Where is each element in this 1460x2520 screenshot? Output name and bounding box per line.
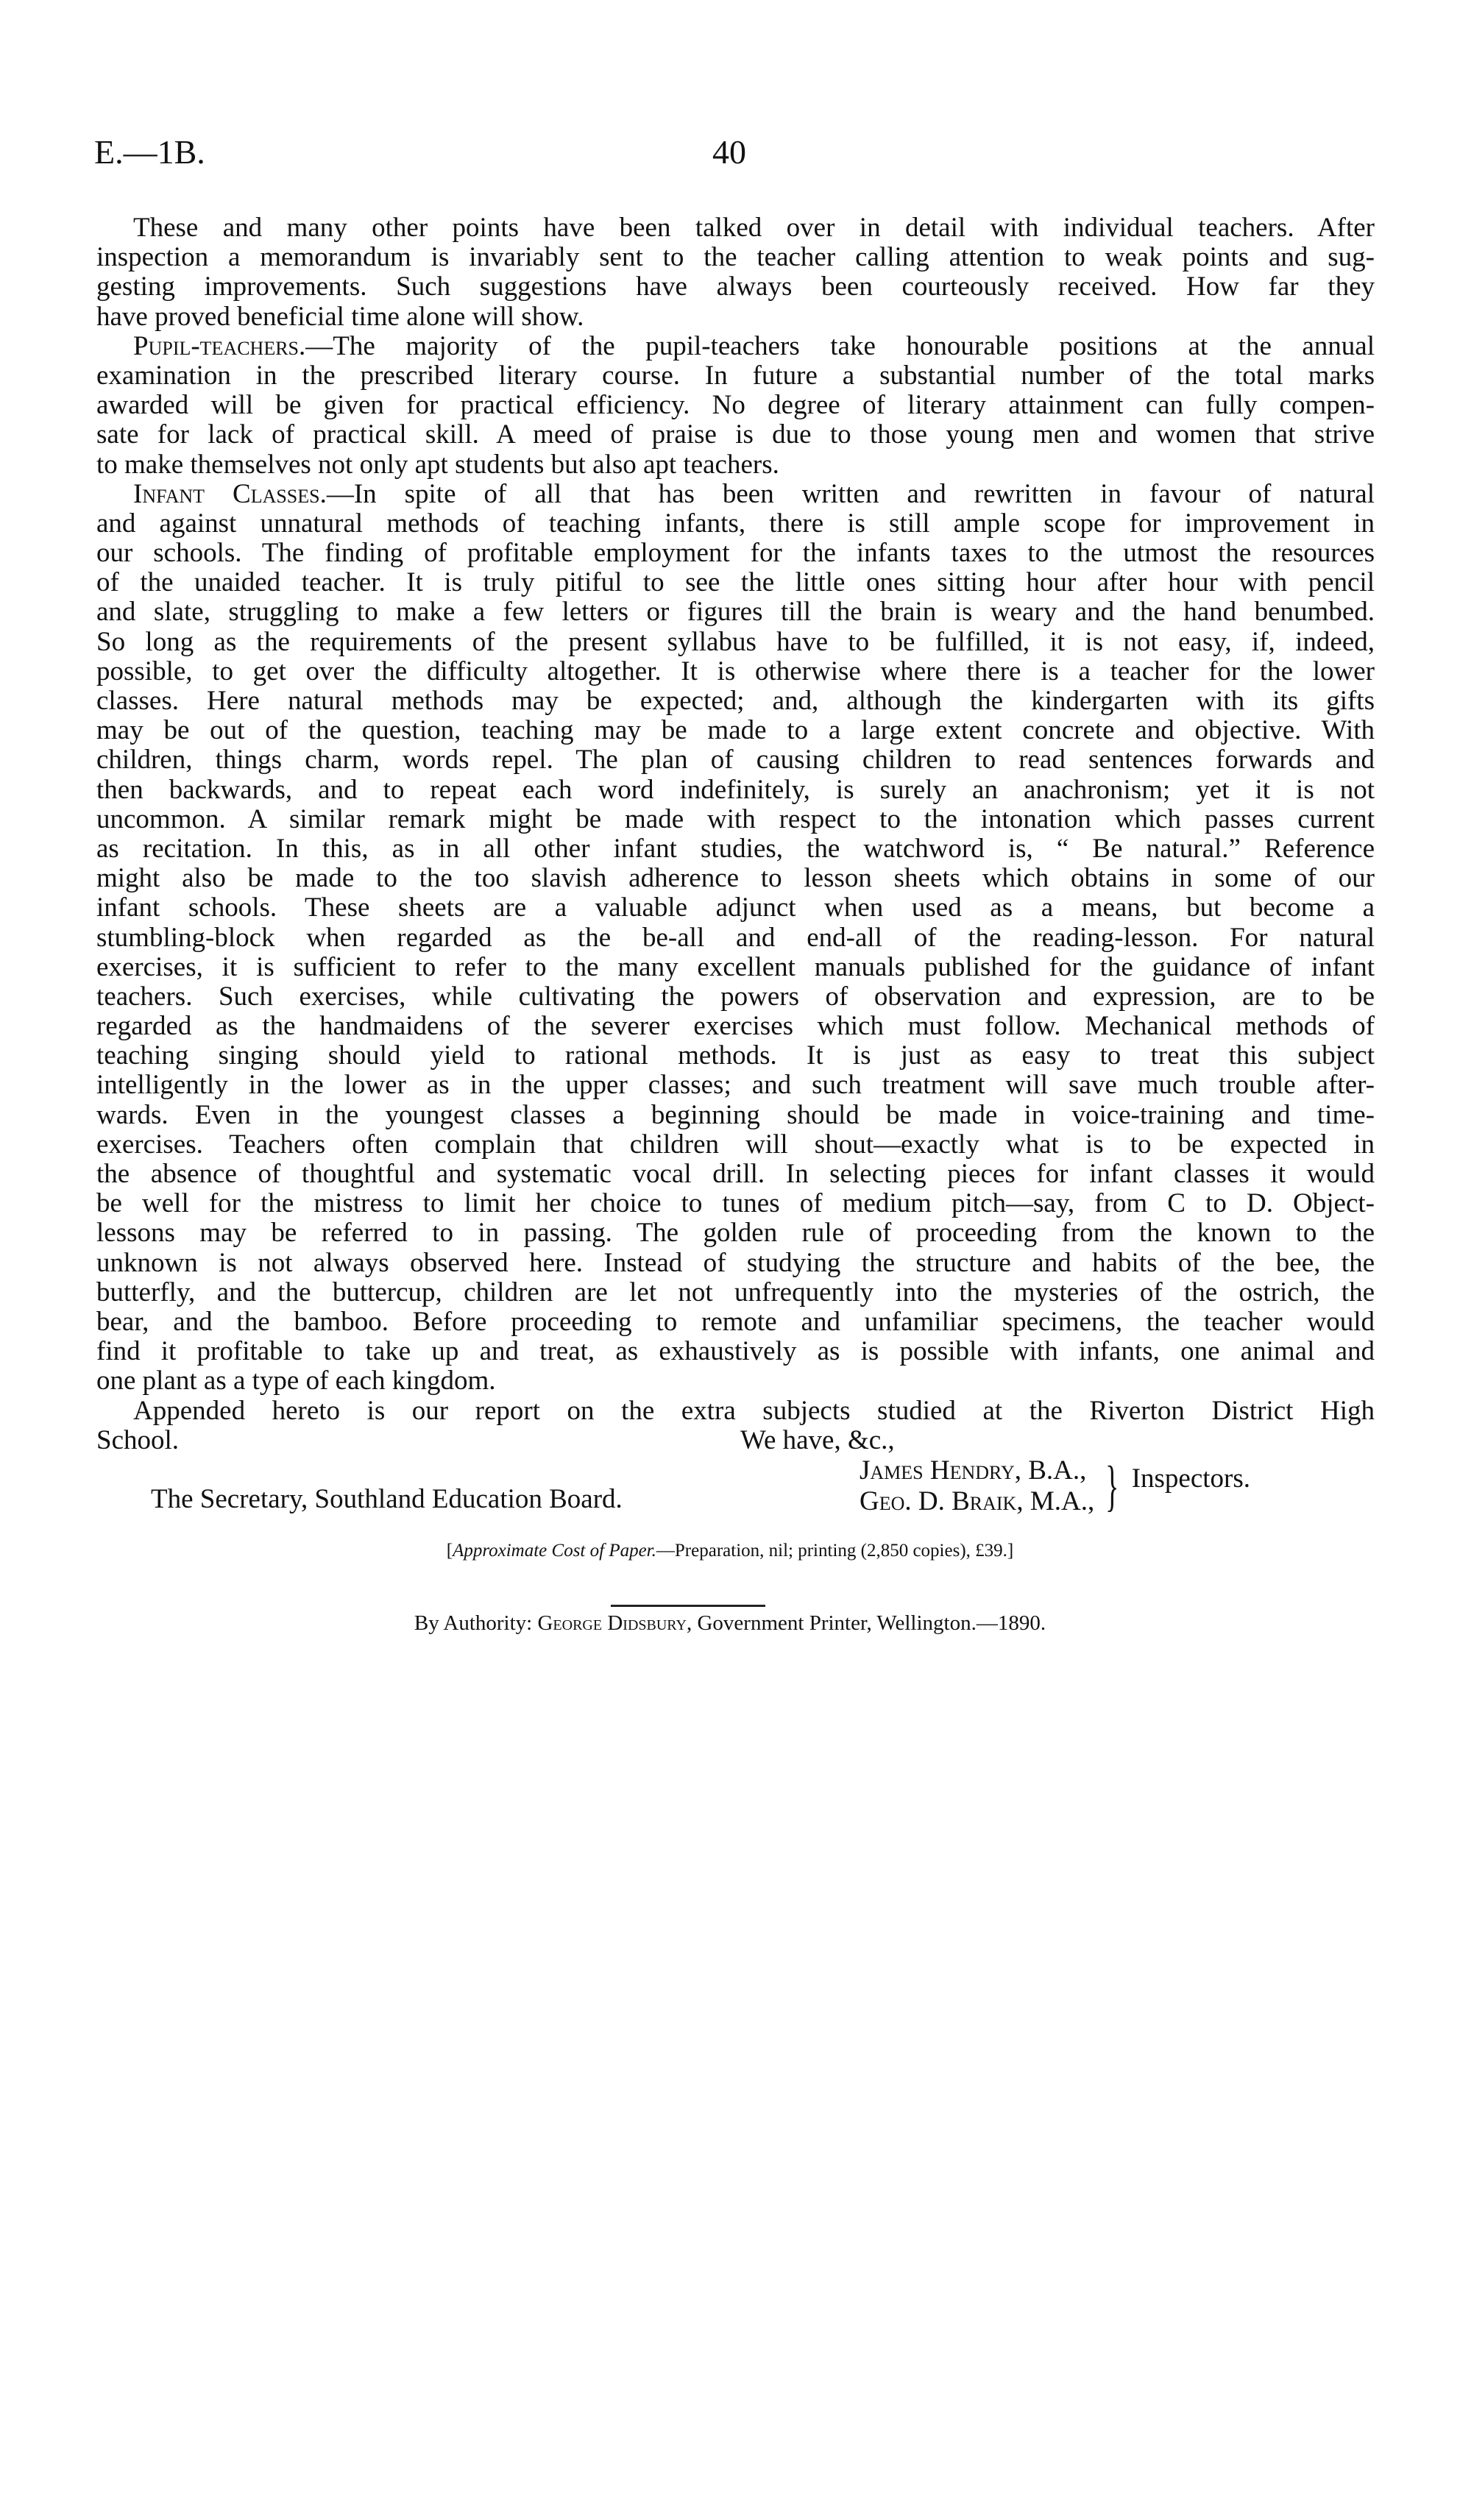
text-line <box>96 539 1375 568</box>
text-line <box>96 1278 1375 1307</box>
text-line <box>96 568 1375 597</box>
line-text: butterfly, and the buttercup, children are let not unfrequently into the mysteries of the ostrich, the <box>96 1277 1375 1307</box>
authority-suffix: , Government Printer, Wellington.—1890. <box>686 1611 1046 1635</box>
section-heading: Pupil-teachers.— <box>133 330 333 361</box>
line-text: and slate, struggling to make a few letters or figures till the brain is weary and the hand benumbed. <box>96 597 1375 628</box>
line-text: as recitation. In this, as in all other infant studies, the watchword is, “ Be natural.” Reference <box>96 833 1375 864</box>
signatory-role: Inspectors. <box>1131 1463 1251 1494</box>
signatory: Geo. D. Braik, M.A., <box>860 1486 1095 1516</box>
line-text: one plant as a type of each kingdom. <box>96 1366 496 1396</box>
line-text: to make themselves not only apt students but also apt teachers. <box>96 449 779 480</box>
text-line <box>96 805 1375 834</box>
text-line <box>96 745 1375 775</box>
line-text: regarded as the handmaidens of the severer exercises which must follow. Mechanical methods of <box>96 1011 1375 1042</box>
text-line <box>96 716 1375 745</box>
page-number: 40 <box>712 133 746 171</box>
line-text: might also be made to the too slavish adherence to lesson sheets which obtains in some of our <box>96 863 1375 894</box>
line-text: gesting improvements. Such suggestions have always been courteously received. How far they <box>96 271 1375 302</box>
text-line <box>96 391 1375 420</box>
signatory: James Hendry, B.A., <box>860 1455 1087 1486</box>
signature-block <box>96 1455 1375 1517</box>
line-text: have proved beneficial time alone will show. <box>96 301 584 332</box>
text-line <box>96 1160 1375 1189</box>
document-reference: E.—1B. <box>94 133 205 171</box>
text-line <box>96 953 1375 982</box>
paragraph <box>96 1396 1375 1426</box>
signatories-group <box>860 1455 1250 1517</box>
text-line <box>96 450 1375 480</box>
text-line <box>96 1337 1375 1366</box>
line-text: exercises. Teachers often complain that children will shout—exactly what is to be expected in <box>96 1129 1375 1160</box>
text-line <box>96 302 1375 332</box>
paragraph <box>96 480 1375 1396</box>
text-line <box>96 923 1375 953</box>
line-text: These and many other points have been talked over in detail with individual teachers. After <box>133 213 1375 243</box>
closing-line <box>96 1426 1375 1455</box>
text-line <box>96 775 1375 805</box>
text-line <box>96 1396 1375 1426</box>
line-text: find it profitable to take up and treat, as exhaustively as is possible with infants, one animal and <box>96 1336 1375 1367</box>
text-line <box>96 686 1375 716</box>
text-line <box>96 982 1375 1012</box>
line-text: So long as the requirements of the present syllabus have to be fulfilled, it is not easy, if, indeed, <box>96 626 1375 657</box>
line-text: lessons may be referred to in passing. The golden rule of proceeding from the known to the <box>96 1218 1375 1249</box>
document-body <box>96 213 1375 1517</box>
line-text: intelligently in the lower as in the upper classes; and such treatment will save much trouble after- <box>96 1070 1375 1101</box>
text-line <box>96 272 1375 302</box>
line-text: awarded will be given for practical efficiency. No degree of literary attainment can fully compen- <box>96 390 1375 421</box>
paragraph <box>96 213 1375 332</box>
line-text: wards. Even in the youngest classes a beginning should be made in voice-training and time- <box>96 1099 1375 1130</box>
text-line <box>96 1071 1375 1100</box>
line-text: Appended hereto is our report on the extra subjects studied at the Riverton District High <box>133 1395 1375 1426</box>
text-line <box>96 1041 1375 1071</box>
addressee: The Secretary, Southland Education Board. <box>151 1483 623 1514</box>
text-line <box>96 480 1375 509</box>
line-text: inspection a memorandum is invariably sent to the teacher calling attention to weak points and sug- <box>96 242 1375 273</box>
line-text: the absence of thoughtful and systematic vocal drill. In selecting pieces for infant classes it would <box>96 1159 1375 1189</box>
text-line <box>96 597 1375 627</box>
line-text: The majority of the pupil-teachers take honourable positions at the annual <box>333 330 1375 361</box>
text-line <box>96 332 1375 361</box>
authority-prefix: By Authority: <box>414 1611 538 1635</box>
text-line <box>96 1012 1375 1041</box>
cost-text: —Preparation, nil; printing (2,850 copies), £39. <box>656 1541 1007 1561</box>
section-heading: Infant Classes.— <box>133 478 354 509</box>
paragraph <box>96 332 1375 480</box>
text-line <box>96 1130 1375 1160</box>
text-line <box>96 361 1375 391</box>
printer-imprint <box>0 1611 1460 1636</box>
line-text: infant schools. These sheets are a valuable adjunct when used as a means, but become a <box>96 892 1375 923</box>
line-text: exercises, it is sufficient to refer to the many excellent manuals published for the guidance of infant <box>96 951 1375 982</box>
text-line <box>96 213 1375 243</box>
cost-label: Approximate Cost of Paper. <box>453 1541 656 1561</box>
text-line <box>96 1101 1375 1130</box>
line-text: and against unnatural methods of teaching infants, there is still ample scope for improvement in <box>96 508 1375 539</box>
text-line <box>96 893 1375 923</box>
cost-note: [Approximate Cost of Paper.—Preparation, nil; printing (2,850 copies), £39.] <box>446 1541 1014 1561</box>
line-text: then backwards, and to repeat each word indefinitely, is surely an anachronism; yet it is not <box>96 774 1375 805</box>
valediction: We have, &c., <box>740 1424 895 1455</box>
line-text: examination in the prescribed literary course. In future a substantial number of the total marks <box>96 360 1375 391</box>
line-text: may be out of the question, teaching may be made to a large extent concrete and objective. With <box>96 715 1375 746</box>
text-line <box>96 834 1375 864</box>
line-text: children, things charm, words repel. The plan of causing children to read sentences forwards and <box>96 745 1375 775</box>
line-text: stumbling-block when regarded as the be-all and end-all of the reading-lesson. For natural <box>96 922 1375 953</box>
text-line <box>96 420 1375 450</box>
brace-icon: } <box>1105 1455 1119 1517</box>
line-text: classes. Here natural methods may be expected; and, although the kindergarten with its gifts <box>96 686 1375 716</box>
text-line <box>96 509 1375 539</box>
text-line <box>96 657 1375 686</box>
text-line <box>96 1189 1375 1218</box>
text-line <box>96 628 1375 657</box>
line-text: teachers. Such exercises, while cultivating the powers of observation and expression, are to be <box>96 981 1375 1012</box>
line-text: be well for the mistress to limit her choice to tunes of medium pitch—say, from C to D. Object- <box>96 1188 1375 1219</box>
line-text: uncommon. A similar remark might be made with respect to the intonation which passes current <box>96 803 1375 834</box>
line-text: In spite of all that has been written and rewritten in favour of natural <box>353 478 1375 509</box>
line-text: our schools. The finding of profitable employment for the infants taxes to the utmost the resources <box>96 538 1375 569</box>
text-line <box>96 1218 1375 1248</box>
text-line <box>96 243 1375 272</box>
line-text: possible, to get over the difficulty altogether. It is otherwise where there is a teacher for the lower <box>96 656 1375 686</box>
line-text: sate for lack of practical skill. A meed of praise is due to those young men and women that strive <box>96 419 1375 450</box>
text-line <box>96 1307 1375 1337</box>
line-text: bear, and the bamboo. Before proceeding to remote and unfamiliar specimens, the teacher would <box>96 1306 1375 1337</box>
line-text: teaching singing should yield to rational methods. It is just as easy to treat this subject <box>96 1040 1375 1071</box>
text-line <box>96 1249 1375 1278</box>
text-line <box>96 1366 1375 1396</box>
school-text: School. <box>96 1424 180 1455</box>
line-text: unknown is not always observed here. Instead of studying the structure and habits of the bee, the <box>96 1247 1375 1278</box>
line-text: of the unaided teacher. It is truly pitiful to see the little ones sitting hour after hour with pencil <box>96 567 1375 598</box>
printer-name: George Didsbury <box>537 1611 687 1635</box>
text-line <box>96 864 1375 893</box>
divider <box>611 1605 765 1607</box>
